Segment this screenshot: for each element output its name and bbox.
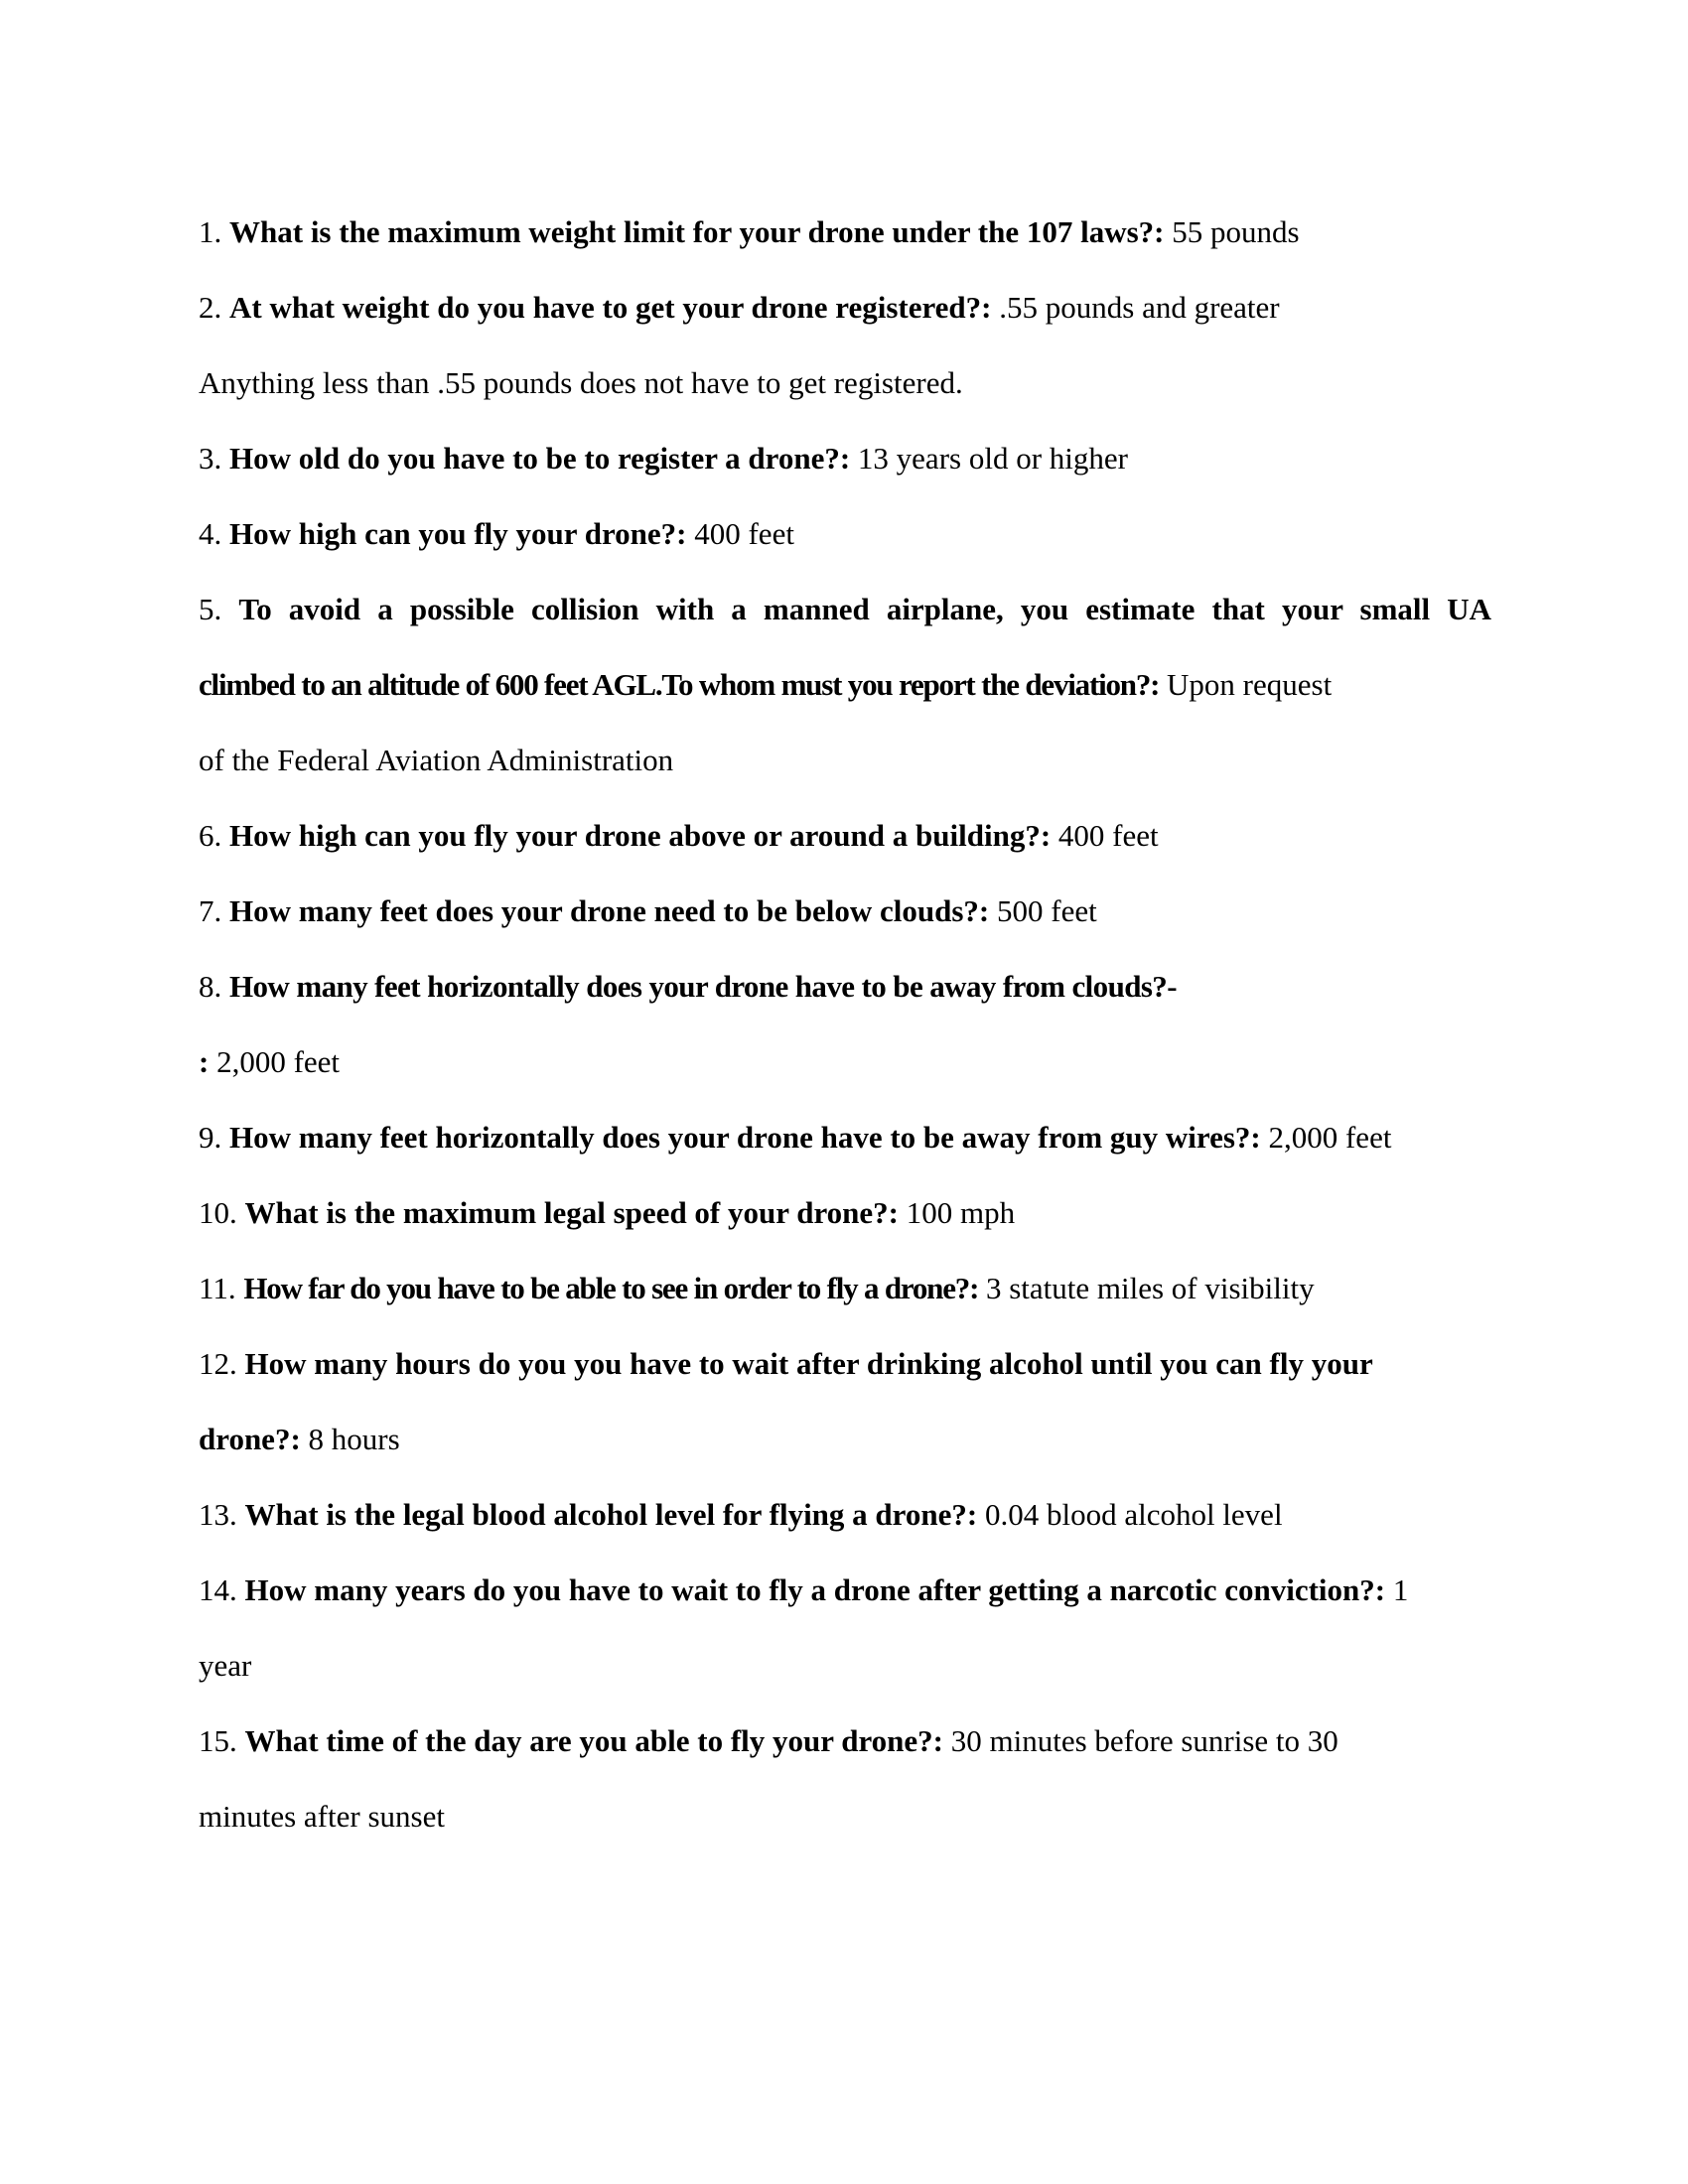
item-number: 9.: [199, 1120, 222, 1155]
answer-text-continued: minutes after sunset: [199, 1799, 445, 1834]
item-number: 11.: [199, 1271, 236, 1305]
answer-text: Upon request: [1167, 667, 1333, 702]
answer-text: .55 pounds and greater: [999, 290, 1280, 325]
qa-item-8-line-2: [199, 1024, 1491, 1100]
qa-item-15-line-2: [199, 1779, 1491, 1854]
qa-item-4: [199, 496, 1491, 572]
item-number: 1.: [199, 214, 222, 249]
question-text: How old do you have to be to register a drone?:: [229, 441, 851, 476]
qa-item-11: [199, 1251, 1491, 1326]
qa-item-13: [199, 1477, 1491, 1553]
item-number: 10.: [199, 1195, 237, 1230]
item-number: 3.: [199, 441, 222, 476]
qa-item-2: [199, 270, 1491, 345]
question-text: How many feet horizontally does your drone have to be away from guy wires?:: [229, 1120, 1261, 1155]
qa-item-5-line-3: [199, 723, 1491, 798]
item-number: 8.: [199, 969, 222, 1004]
note-text: Anything less than .55 pounds does not have to get registered.: [199, 365, 963, 400]
answer-text: 2,000 feet: [1268, 1120, 1392, 1155]
question-text-continued: climbed to an altitude of 600 feet AGL.To whom must you report the deviation?:: [199, 667, 1160, 702]
qa-item-14-line-2: [199, 1628, 1491, 1704]
qa-item-10: [199, 1175, 1491, 1251]
answer-text: 100 mph: [906, 1195, 1016, 1230]
answer-text-continued: of the Federal Aviation Administration: [199, 743, 674, 777]
item-number: 15.: [199, 1723, 237, 1758]
qa-item-15: [199, 1704, 1491, 1779]
answer-text: 55 pounds: [1172, 214, 1300, 249]
item-number: 6.: [199, 818, 222, 853]
qa-item-12: [199, 1326, 1491, 1402]
qa-item-8: [199, 949, 1491, 1024]
answer-text: 3 statute miles of visibility: [985, 1271, 1315, 1305]
answer-text: 400 feet: [1057, 818, 1159, 853]
question-text: To avoid a possible collision with a manned airplane, you estimate that your small UA: [238, 592, 1492, 626]
qa-item-2-note: [199, 345, 1491, 421]
answer-text: 0.04 blood alcohol level: [984, 1497, 1283, 1532]
question-text: What is the legal blood alcohol level for flying a drone?:: [244, 1497, 978, 1532]
question-text: How many feet does your drone need to be below clouds?:: [229, 893, 990, 928]
item-number: 2.: [199, 290, 222, 325]
item-number: 4.: [199, 516, 222, 551]
question-text: How high can you fly your drone above or around a building?:: [229, 818, 1052, 853]
answer-text: 8 hours: [308, 1422, 400, 1456]
qa-item-5-line-2: [199, 647, 1491, 723]
answer-text: 400 feet: [694, 516, 794, 551]
qa-item-14: [199, 1553, 1491, 1628]
question-text: What is the maximum legal speed of your drone?:: [244, 1195, 899, 1230]
answer-text: 13 years old or higher: [857, 441, 1128, 476]
question-text: How many years do you have to wait to fly a drone after getting a narcotic conviction?:: [244, 1572, 1386, 1607]
question-text: What time of the day are you able to fly your drone?:: [244, 1723, 943, 1758]
question-text: How far do you have to be able to see in order to fly a drone?:: [243, 1271, 979, 1305]
item-number: 12.: [199, 1346, 237, 1381]
question-text-continued: drone?:: [199, 1422, 301, 1456]
answer-text: 500 feet: [997, 893, 1097, 928]
qa-item-9: [199, 1100, 1491, 1175]
answer-text-continued: year: [199, 1648, 252, 1683]
item-number: 14.: [199, 1572, 237, 1607]
item-number: 7.: [199, 893, 222, 928]
qa-item-3: [199, 421, 1491, 496]
item-number: 13.: [199, 1497, 237, 1532]
qa-item-7: [199, 874, 1491, 949]
answer-text: 30 minutes before sunrise to 30: [950, 1723, 1338, 1758]
question-text: What is the maximum weight limit for your drone under the 107 laws?:: [229, 214, 1165, 249]
item-number: 5.: [199, 592, 222, 626]
answer-text: 2,000 feet: [216, 1044, 341, 1079]
question-text: How many feet horizontally does your drone have to be away from clouds?-: [229, 969, 1177, 1004]
qa-item-5-line-1: [199, 572, 1491, 647]
qa-item-1: [199, 195, 1491, 270]
qa-item-12-line-2: [199, 1402, 1491, 1477]
qa-item-6: [199, 798, 1491, 874]
question-text: How many hours do you you have to wait after drinking alcohol until you can fly your: [244, 1346, 1373, 1381]
answer-text: 1: [1392, 1572, 1409, 1607]
question-text: How high can you fly your drone?:: [229, 516, 687, 551]
question-text: At what weight do you have to get your drone registered?:: [229, 290, 992, 325]
qa-list: [199, 195, 1491, 1854]
question-text-continued: :: [199, 1044, 210, 1079]
